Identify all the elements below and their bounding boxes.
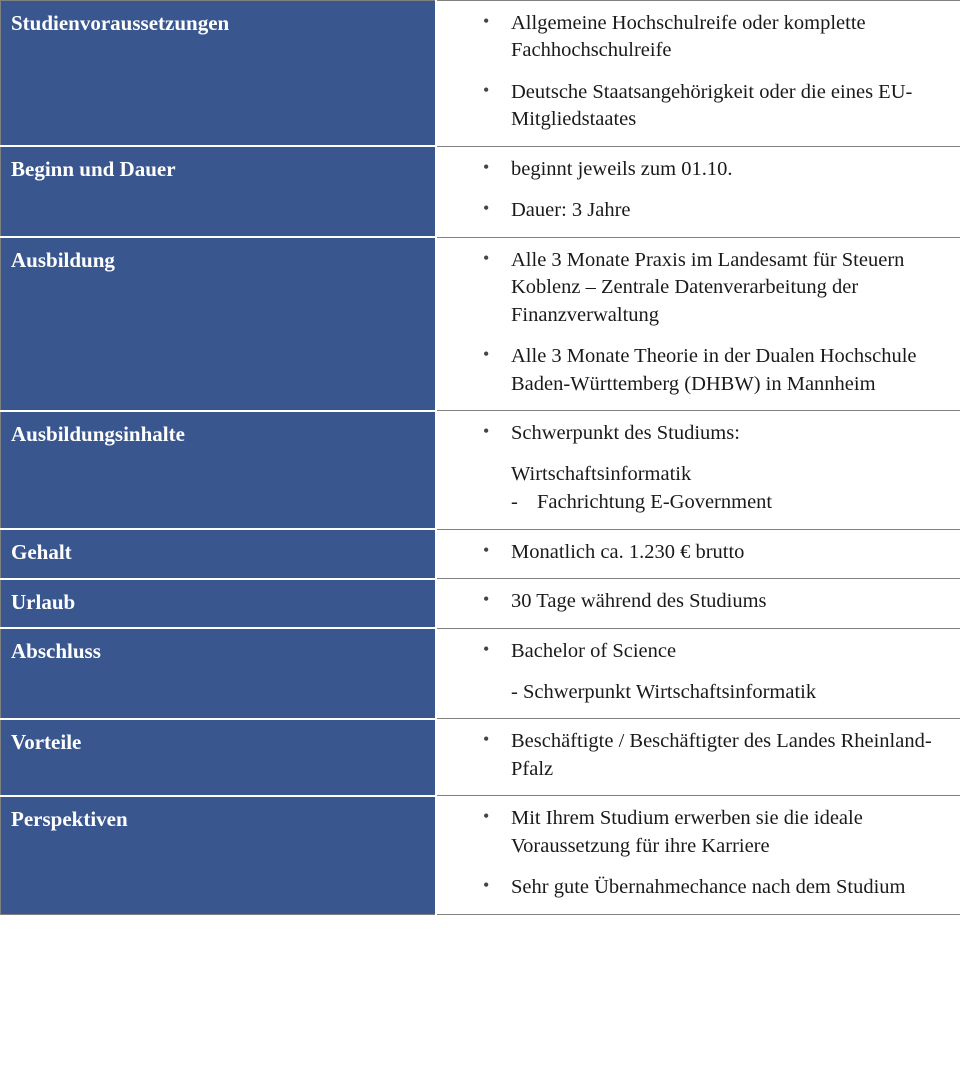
list-item-text: Alle 3 Monate Theorie in der Dualen Hochschule Baden-Württemberg (DHBW) in Mannheim — [511, 345, 917, 395]
list-item — [437, 10, 960, 65]
list-item-dash: - Fachrichtung E-Government — [511, 489, 960, 516]
list-item — [437, 156, 960, 183]
list-item-text: Bachelor of Science — [511, 639, 677, 662]
bullet-list — [437, 539, 960, 566]
list-item — [437, 420, 960, 516]
list-item-subline: - Schwerpunkt Wirtschaftsinformatik — [511, 680, 817, 703]
list-item — [437, 588, 960, 615]
bullet-list — [437, 247, 960, 398]
bullet-list — [437, 156, 960, 225]
bullet-list — [437, 588, 960, 615]
list-item — [437, 728, 960, 783]
row-content-ausbildungsinhalte — [436, 411, 960, 529]
list-item-text: Mit Ihrem Studium erwerben sie die ideale Voraussetzung für ihre Karriere — [511, 807, 863, 857]
row-content-beginn-und-dauer — [436, 146, 960, 237]
list-item — [437, 539, 960, 566]
table-row — [1, 719, 960, 796]
list-item-text: Beschäftigte / Beschäftigter des Landes Rheinland-Pfalz — [511, 730, 932, 780]
row-content-perspektiven — [436, 796, 960, 914]
bullet-list — [437, 10, 960, 134]
table-row — [1, 796, 960, 914]
row-label-urlaub: Urlaub — [1, 579, 437, 628]
list-item-text: Deutsche Staatsangehörigkeit oder die eines EU-Mitgliedstaates — [511, 80, 913, 131]
row-label-ausbildung: Ausbildung — [1, 237, 437, 410]
row-label-abschluss: Abschluss — [1, 628, 437, 719]
row-label-studienvoraussetzungen: Studienvoraussetzungen — [1, 1, 437, 147]
list-item — [437, 343, 960, 398]
list-item-text: Schwerpunkt des Studiums: — [511, 422, 740, 445]
list-item — [437, 874, 960, 901]
list-item-text: Allgemeine Hochschulreife oder komplette Fachhochschulreife — [511, 12, 866, 62]
row-content-ausbildung — [436, 237, 960, 410]
list-item-text: beginnt jeweils zum 01.10. — [511, 157, 733, 180]
table-row — [1, 628, 960, 719]
bullet-list — [437, 805, 960, 901]
row-label-beginn-und-dauer: Beginn und Dauer — [1, 146, 437, 237]
table-row — [1, 579, 960, 628]
list-item-text: Sehr gute Übernahmechance nach dem Studium — [511, 876, 906, 899]
row-label-perspektiven: Perspektiven — [1, 796, 437, 914]
row-content-urlaub — [436, 579, 960, 628]
list-item — [437, 638, 960, 707]
list-item — [437, 805, 960, 860]
bullet-list — [437, 638, 960, 707]
list-item-text: 30 Tage während des Studiums — [511, 590, 767, 613]
list-item-subline: Wirtschaftsinformatik — [511, 462, 692, 485]
table-row — [1, 529, 960, 578]
row-label-vorteile: Vorteile — [1, 719, 437, 796]
bullet-list — [437, 420, 960, 516]
list-item-text: Monatlich ca. 1.230 € brutto — [511, 540, 745, 563]
row-content-abschluss — [436, 628, 960, 719]
list-item — [437, 79, 960, 134]
list-item — [437, 197, 960, 224]
table-row — [1, 237, 960, 410]
table-row — [1, 411, 960, 529]
row-content-studienvoraussetzungen — [436, 1, 960, 147]
row-label-gehalt: Gehalt — [1, 529, 437, 578]
list-item-text: Alle 3 Monate Praxis im Landesamt für Steuern Koblenz – Zentrale Datenverarbeitung der Finanzverwaltung — [511, 248, 905, 326]
table-row — [1, 146, 960, 237]
row-label-ausbildungsinhalte: Ausbildungsinhalte — [1, 411, 437, 529]
row-content-vorteile — [436, 719, 960, 796]
table-row — [1, 1, 960, 147]
row-content-gehalt — [436, 529, 960, 578]
list-item-text: Dauer: 3 Jahre — [511, 199, 631, 222]
bullet-list — [437, 728, 960, 783]
list-item — [437, 247, 960, 329]
